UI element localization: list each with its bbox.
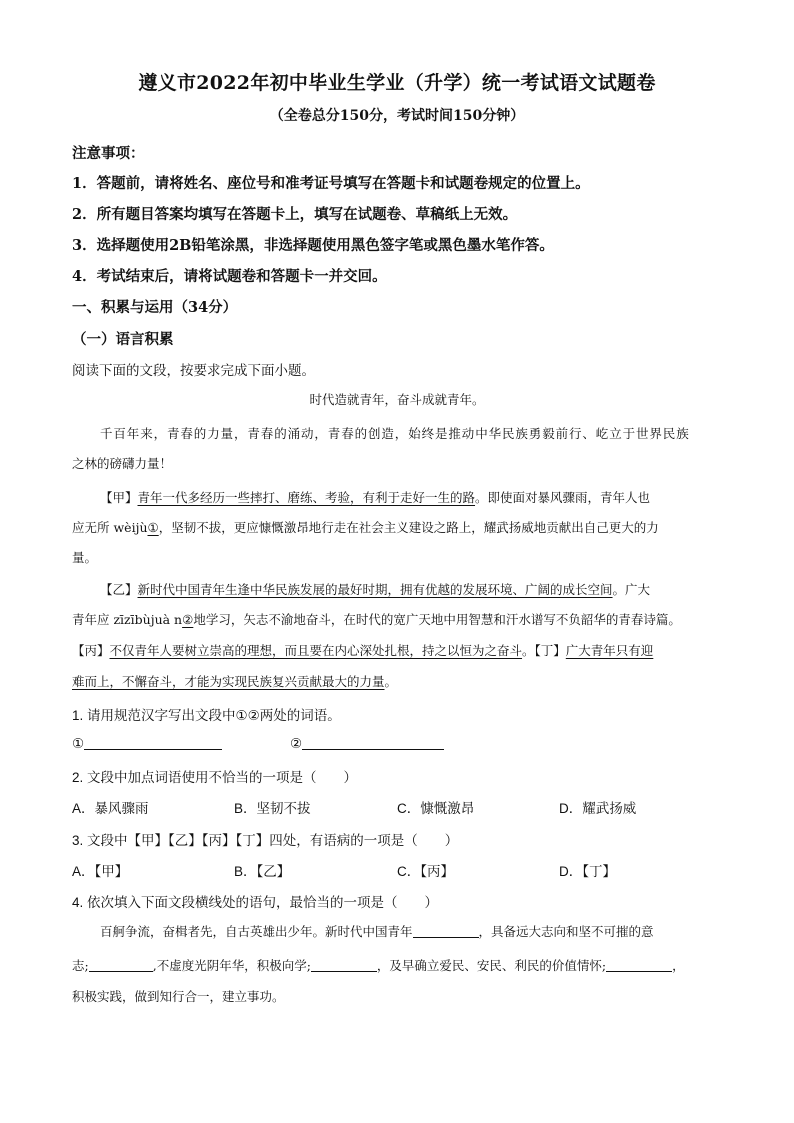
passage-title: 时代造就青年，奋斗成就青年。	[309, 392, 485, 407]
notice-item-1: 1．答题前，请将姓名、座位号和准考证号填写在答题卡和试题卷规定的位置上。	[72, 175, 590, 192]
sentence-bing: 不仅青年人要树立崇高的理想，而且要在内心深处扎根，持之以恒为之奋斗	[109, 643, 523, 658]
mark-jia: 【甲】	[100, 490, 138, 505]
q2-option-d[interactable]: D．耀武扬威	[559, 801, 637, 816]
q2-option-b[interactable]: B．坚韧不拔	[234, 801, 311, 816]
passage-p3	[72, 518, 659, 536]
mark-bing: 【丙】	[72, 643, 110, 658]
passage-p7	[72, 641, 653, 659]
q4-blank-4[interactable]	[606, 957, 672, 972]
q4-line2-c: ，及早确立爱民、安民、利民的价值情怀;	[376, 958, 607, 973]
q3-option-a[interactable]: A．【甲】	[72, 864, 129, 879]
mark-yi: 【乙】	[100, 582, 138, 597]
q4-line1-b: ，具备远大志向和坚不可摧的意	[478, 924, 654, 939]
pinyin-zizibujuan: 青年应 zīzībùjuà n	[72, 612, 183, 627]
q3-option-d[interactable]: D．【丁】	[559, 864, 616, 879]
blank-marker-1: ①	[147, 520, 159, 535]
question-1-stem: 1. 请用规范汉字写出文段中①②两处的词语。	[72, 708, 341, 723]
section-heading: 一、积累与运用（34分）	[72, 299, 238, 316]
q4-blank-1[interactable]	[413, 923, 479, 938]
sentence-ding-part1: 广大青年只有迎	[565, 643, 654, 658]
pinyin-weiju: 应无所 wèijù	[72, 520, 148, 535]
sentence-ding-part2: 难而上，不懈奋斗，才能为实现民族复兴贡献最大的力量	[72, 674, 385, 689]
notice-item-2: 2．所有题目答案均填写在答题卡上，填写在试题卷、草稿纸上无效。	[72, 206, 518, 223]
passage-p8-rest: 。	[384, 674, 398, 689]
blank-marker-2: ②	[182, 612, 194, 627]
q3-option-b[interactable]: B．【乙】	[234, 864, 291, 879]
question-2-stem: 2. 文段中加点词语使用不恰当的一项是（ ）	[72, 770, 358, 785]
q3-option-c[interactable]: C．【丙】	[397, 864, 454, 879]
exam-title: 遵义市2022年初中毕业生学业（升学）统一考试语文试题卷	[138, 72, 656, 94]
answer-2-blank[interactable]	[302, 735, 444, 750]
q4-line1-a: 百舸争流，奋楫者先，自古英雄出少年。新时代中国青年	[100, 924, 413, 939]
notice-item-4: 4．考试结束后，请将试题卷和答题卡一并交回。	[72, 268, 387, 285]
question-4-stem: 4. 依次填入下面文段横线处的语句，最恰当的一项是（ ）	[72, 895, 439, 910]
q4-line2-a: 志;	[72, 958, 89, 973]
notice-heading: 注意事项：	[72, 145, 145, 162]
q2-option-a[interactable]: A．暴风骤雨	[72, 801, 149, 816]
q4-text-line2	[72, 956, 685, 974]
passage-p6	[72, 610, 681, 628]
q4-blank-3[interactable]	[311, 957, 377, 972]
question-1-answer-1	[72, 735, 222, 752]
sentence-jia: 青年一代多经历一些摔打、磨练、考验，有利于走好一生的路	[137, 490, 476, 505]
passage-p6-rest: 地学习，矢志不渝地奋斗，在时代的宽广天地中用智慧和汗水谱写不负韶华的青春诗篇。	[193, 612, 681, 627]
exam-subtitle: （全卷总分150分，考试时间150分钟）	[269, 108, 525, 124]
sentence-yi: 新时代中国青年生逢中华民族发展的最好时期，拥有优越的发展环境、广阔的成长空间	[137, 582, 613, 597]
passage-p1-line2: 之林的磅礴力量！	[72, 456, 173, 471]
passage-p5	[100, 580, 650, 598]
q2-option-c[interactable]: C．慷慨激昂	[397, 801, 475, 816]
passage-p1-line1: 千百年来，青春的力量，青春的涌动，青春的创造，始终是推动中华民族勇毅前行、屹立于世界民族	[100, 426, 690, 441]
q4-blank-2[interactable]	[89, 957, 153, 972]
q4-line2-b: ,不虚度光阴年华，积极向学;	[152, 958, 311, 973]
mark-ding: 。【丁】	[522, 643, 566, 658]
passage-p2-rest: 。即使面对暴风骤雨，青年人也	[475, 490, 651, 505]
answer-1-label: ①	[72, 736, 85, 751]
answer-2-label: ②	[290, 736, 303, 751]
passage-p5-rest: 。广大	[612, 582, 651, 597]
answer-1-blank[interactable]	[84, 735, 222, 750]
question-3-stem: 3. 文段中【甲】【乙】【丙】【丁】四处，有语病的一项是（ ）	[72, 833, 459, 848]
q4-text-line3: 积极实践，做到知行合一，建立事功。	[72, 989, 285, 1004]
passage-p4: 量。	[72, 550, 98, 565]
subsection-heading: （一）语言积累	[72, 331, 174, 348]
notice-item-3: 3．选择题使用2B铅笔涂黑，非选择题使用黑色签字笔或黑色墨水笔作答。	[72, 237, 554, 254]
passage-p8	[72, 672, 397, 690]
passage-p3-rest: ，坚韧不拔，更应慷慨激昂地行走在社会主义建设之路上，耀武扬威地贡献出自己更大的力	[158, 520, 659, 535]
passage-p2	[100, 488, 650, 506]
question-1-answer-2	[290, 735, 444, 752]
q4-line2-d: ，	[672, 958, 685, 973]
reading-instruction: 阅读下面的文段，按要求完成下面小题。	[72, 363, 315, 378]
q4-text-line1	[100, 922, 654, 940]
